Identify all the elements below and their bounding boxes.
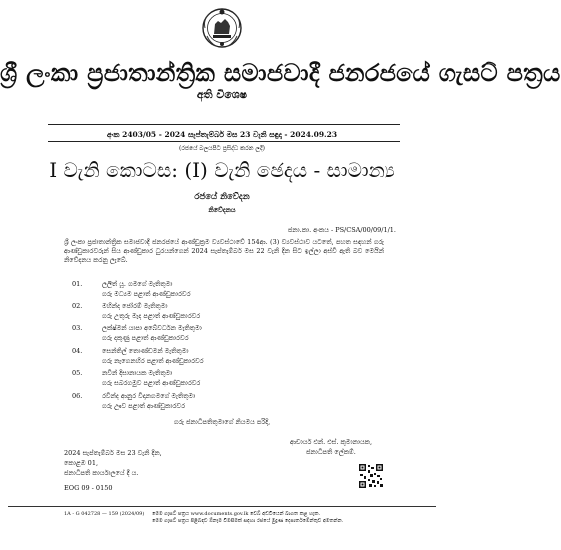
entry-title: ගරු සබරගමුව පළාත් ආණ්ඩුකාරවර	[102, 378, 201, 387]
entry-number: 04.	[72, 347, 83, 355]
authority-line: (රජයේ බලයපිට ප්‍රසිද්ධ කරන ලදී)	[178, 145, 266, 152]
qr-code-icon	[358, 463, 384, 489]
section-heading: රජයේ නිවේදන	[194, 192, 250, 202]
footer-note-line: මෙම ගැසට් පත්‍රය www.documents.gov.lk වෙබ් අඩවියෙන් බාගත කළ හැක.	[152, 511, 321, 517]
entry-number: 01.	[72, 280, 83, 288]
footer-note	[152, 511, 392, 525]
entry-title: ගරු මධ්‍යම පළාත් ආණ්ඩුකාරවර	[102, 289, 191, 298]
entry-name: රවින්ද ආනුර විදානගමගේ මැතිතුමා	[102, 392, 196, 400]
header-rule-top	[48, 124, 400, 125]
list-item	[72, 392, 195, 411]
header-rule-bottom	[48, 141, 400, 142]
issue-date: 2024 සැප්තැම්බර් මස 23 වැනි දින,	[64, 449, 162, 457]
list-item	[72, 369, 200, 388]
list-item	[72, 280, 191, 299]
eog-number: EOG 09 - 0150	[64, 484, 113, 492]
entry-name: ලක්ෂ්මන් යාපා අබේවර්ධන මැතිතුමා	[102, 324, 202, 332]
issuing-office: ජනාධිපති කාර්යාලයේ දී ය.	[64, 469, 139, 477]
reference-number: ජනා.කා. අංකය - PS/CSA/00/09/1/1.	[287, 226, 396, 234]
entry-title: ගරු නැගෙනහිර පළාත් ආණ්ඩුකාරවර	[102, 356, 204, 365]
list-item	[72, 302, 200, 321]
entry-title: ගරු උතුරු මැද පළාත් ආණ්ඩුකාරවර	[102, 311, 201, 320]
list-item	[72, 324, 202, 343]
print-code: 1A - G 042728 — 159 (2024/09)	[64, 511, 145, 517]
entry-number: 06.	[72, 392, 83, 400]
issue-line: අංක 2403/05 - 2024 සැප්තැම්බර් මස 23 වැනි සඳුදා - 2024.09.23	[106, 130, 338, 139]
signatory-name: ආචාර්ය එන්. එස්. කුමානායක,	[290, 438, 373, 446]
part-title: I වැනි කොටස: (I) වැනි ඡෙදය - සාමාන්‍ය	[49, 158, 395, 182]
entry-name: ලලිත් යූ. ගමගේ මැතිතුමා	[102, 280, 173, 288]
entry-number: 03.	[72, 324, 83, 332]
entry-number: 02.	[72, 302, 83, 310]
entry-name: සෙන්තිල් තොණ්ඩමන් මැතිතුමා	[102, 347, 189, 355]
entry-name: මහින්ද ජෝරම් මැතිතුමා	[102, 302, 168, 310]
entry-title: ගරු ඌව පළාත් ආණ්ඩුකාරවර	[102, 401, 185, 410]
issue-place: කොළඹ 01,	[64, 459, 99, 467]
notice-intro: ශ්‍රී ලංකා ප්‍රජාතාන්ත්‍රික සමාජවාදී ජනරජයේ ආණ්ඩුක්‍රම ව්‍යවස්ථාවේ 154ආ. (3) ව්‍යවස්ථාව යටතේ, පහත සඳහන් ගරු ආණ්ඩුකාරවරුන් සිය ආණ්ඩුකාර ධුරයන්ගෙන් 2024 සැප්තැම්බර් මස 22 වැනි දින සිට ඉල්ලා අස්වී ඇති බව මෙයින් නිවේදනය කරනු ලැබේ.	[64, 238, 384, 264]
entry-number: 05.	[72, 369, 83, 377]
signatory-title: ජනාධිපති ලේකම්.	[306, 448, 356, 456]
gazette-title: ශ්‍රී ලංකා ප්‍රජාතාන්ත්‍රික සමාජවාදී ජනරජයේ ගැසට් පත්‍රය	[0, 58, 561, 87]
list-item	[72, 347, 204, 366]
special-issue-label: අති විශෙෂ	[196, 88, 248, 101]
entry-name: නවීන් දිසානායක මැතිතුමා	[102, 369, 173, 377]
entry-title: ගරු දකුණු පළාත් ආණ්ඩුකාරවර	[102, 333, 189, 342]
footer-rule	[8, 506, 436, 507]
section-subheading: නිවේදනය	[208, 206, 236, 214]
footer-note-line: මෙම ගැසට් පත්‍රය පිළිබඳව ඕනෑම විමසීමක් සඳහා රජයේ මුද්‍රණ දෙපාර්තමේන්තුව අමතන්න.	[152, 518, 344, 524]
order-line: ගරු ජනාධිපතිතුමාගේ නියමය පරිදි,	[173, 418, 271, 426]
sri-lanka-emblem-icon	[201, 6, 243, 50]
